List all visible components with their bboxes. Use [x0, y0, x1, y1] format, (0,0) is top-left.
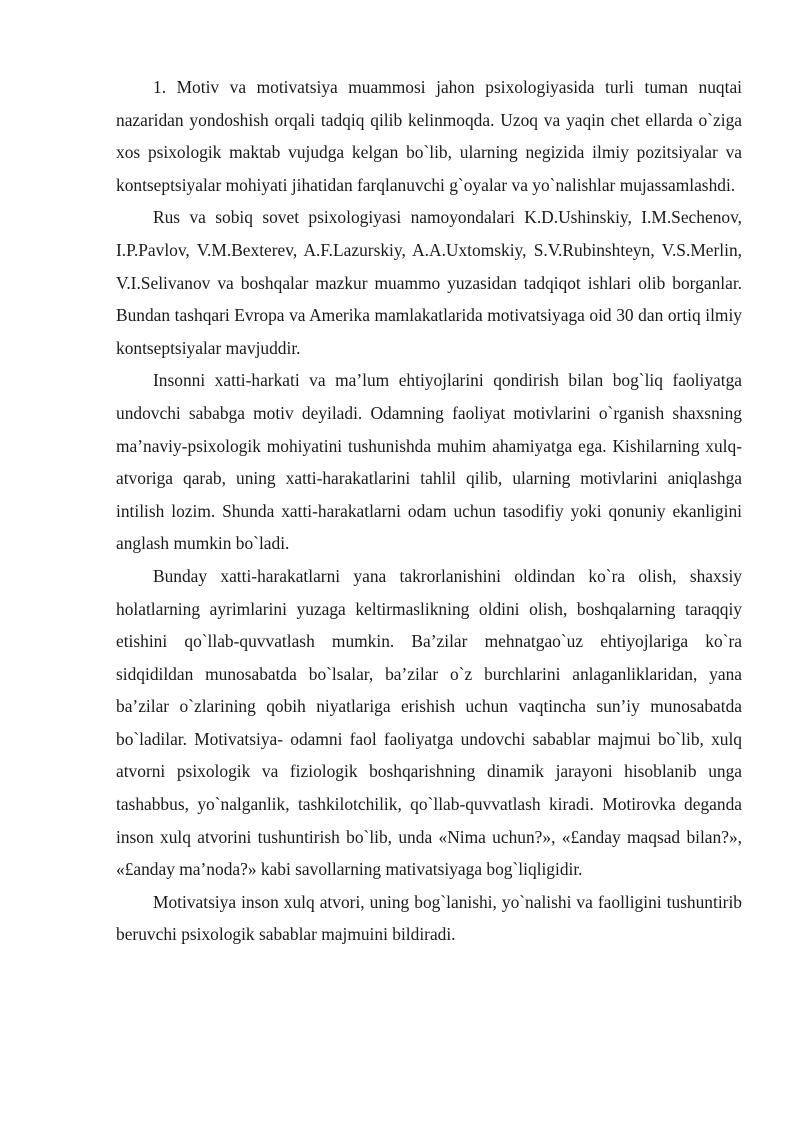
paragraph-2: Rus va sobiq sovet psixologiyasi namoyondalari K.D.Ushinskiy, I.M.Sechenov, I.P.Pavlov, V.M.Bexterev, A.F.Lazurskiy, A.A.Uxtomskiy, S.V.Rubinshteyn, V.S.Merlin, V.I.Selivanov va boshqalar mazkur muammo yuzasidan tadqiqot ishlari olib borganlar. Bundan tashqari Evropa va Amerika mamlakatlarida motivatsiyaga oid 30 dan ortiq ilmiy kontseptsiyalar mavjuddir. — [116, 207, 742, 358]
paragraph-3: Insonni xatti-harkati va ma’lum ehtiyojlarini qondirish bilan bog`liq faoliyatga undovchi sababga motiv deyiladi. Odamning faoliyat motivlarini o`rganish shaxsning ma’naviy-psixologik mohiyatini tushunishda muhim ahamiyatga ega. Kishilarning xulq-atvoriga qarab, uning xatti-harakatlarini tahlil qilib, ularning motivlarini aniqlashga intilish lozim. Shunda xatti-harakatlarni odam uchun tasodifiy yoki qonuniy ekanligini anglash mumkin bo`ladi. — [116, 370, 742, 554]
document-page — [116, 71, 742, 951]
paragraph-5: Motivatsiya inson xulq atvori, uning bog`lanishi, yo`nalishi va faolligini tushuntirib beruvchi psixologik sabablar majmuini bildiradi. — [116, 891, 742, 945]
paragraph-4: Bunday xatti-harakatlarni yana takrorlanishini oldindan ko`ra olish, shaxsiy holatlarning ayrimlarini yuzaga keltirmaslikning oldini olish, boshqalarning taraqqiy etishini qo`llab-quvvatlash mumkin. Ba’zilar mehnatgao`uz ehtiyojlariga ko`ra sidqidildan munosabatda bo`lsalar, ba’zilar o`z burchlarini anlaganliklaridan, yana ba’zilar o`zlarining qobih niyatlariga erishish uchun vaqtincha sun’iy munosabatda bo`ladilar. Motivatsiya- odamni faol faoliyatga undovchi sabablar majmui bo`lib, xulq atvorni psixologik va fiziologik boshqarishning dinamik jarayoni hisoblanib unga tashabbus, yo`nalganlik, tashkilotchilik, qo`llab-quvvatlash kiradi. Motirovka deganda inson xulq atvorini tushuntirish bo`lib, unda «Nima uchun?», «£anday maqsad bilan?», «£anday ma’noda?» kabi savollarning mativatsiyaga bog`liqligidir. — [116, 565, 742, 880]
paragraph-1: 1. Motiv va motivatsiya muammosi jahon psixologiyasida turli tuman nuqtai nazaridan yondoshish orqali tadqiq qilib kelinmoqda. Uzoq va yaqin chet ellarda o`ziga xos psixologik maktab vujudga kelgan bo`lib, ularning negizida ilmiy pozitsiyalar va kontseptsiyalar mohiyati jihatidan farqlanuvchi g`oyalar va yo`nalishlar mujassamlashdi. — [116, 77, 742, 195]
